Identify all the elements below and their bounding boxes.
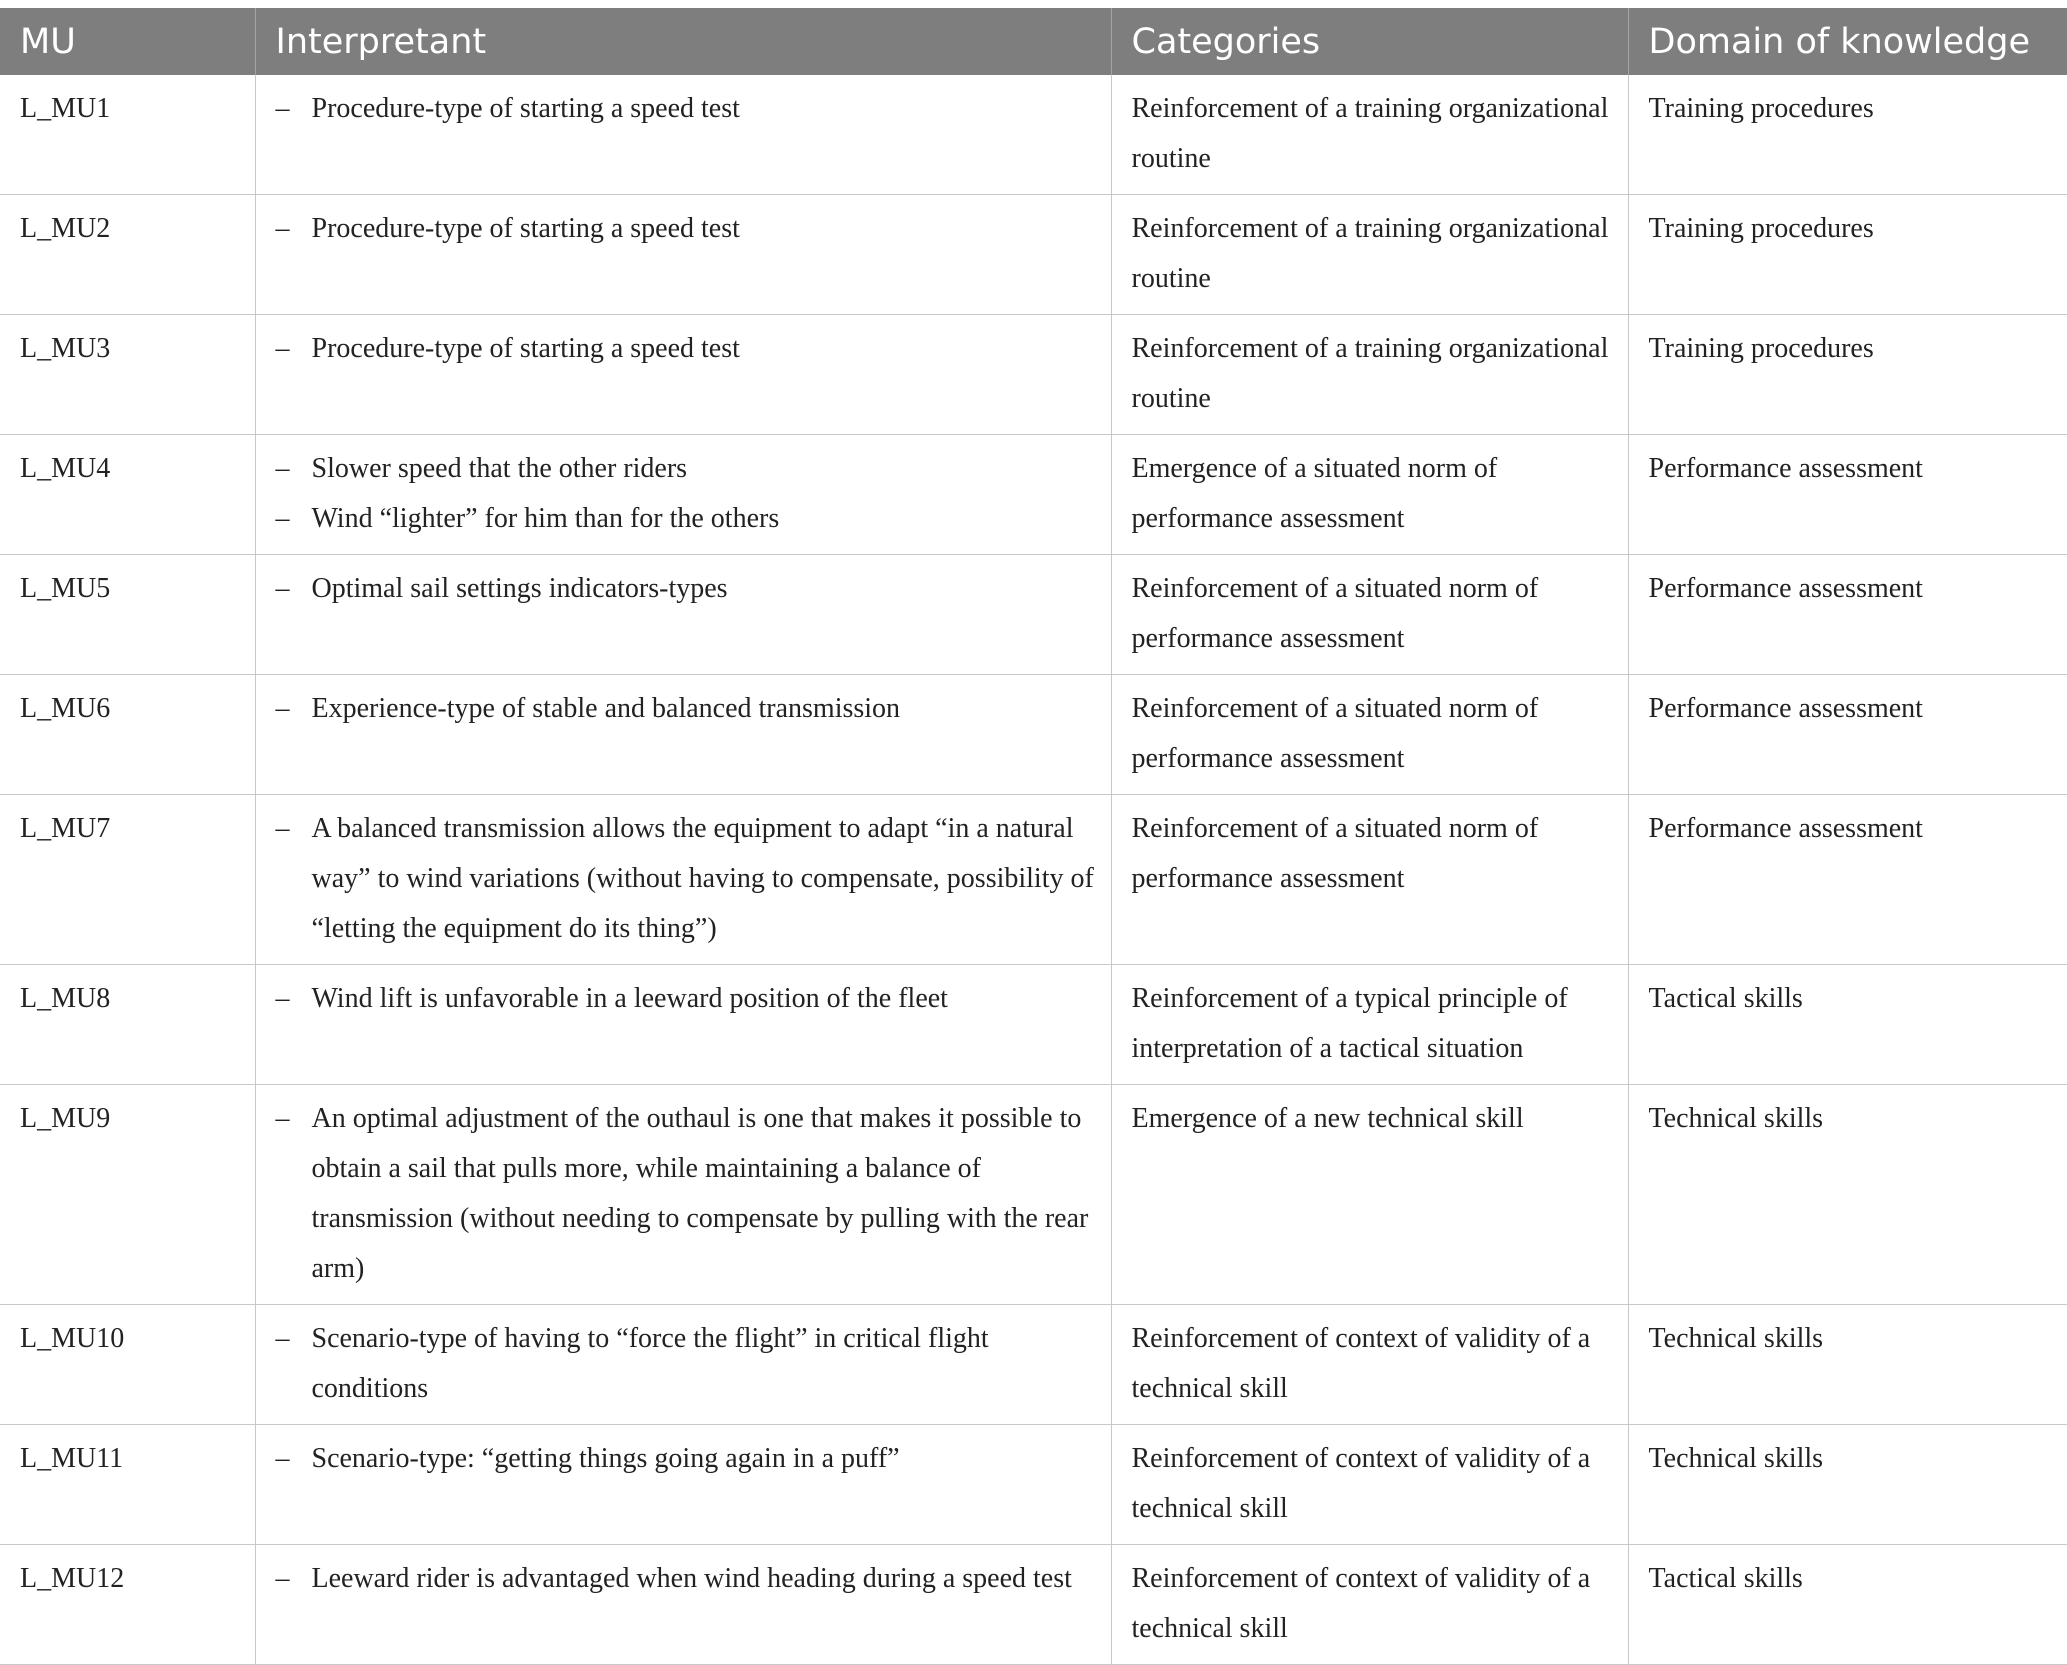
interpretant-list	[276, 324, 1097, 374]
table-row	[0, 675, 2067, 795]
interpretant-list	[276, 444, 1097, 544]
cell-interpretant	[255, 1545, 1111, 1665]
cell-mu: L_MU8	[0, 965, 255, 1085]
interpretant-text: Slower speed that the other riders	[311, 453, 688, 484]
interpretant-item	[276, 1434, 1097, 1484]
cell-interpretant	[255, 675, 1111, 795]
table-row	[0, 435, 2067, 555]
dash-bullet-icon: –	[275, 573, 290, 604]
cell-domain: Performance assessment	[1628, 435, 2067, 555]
interpretant-list	[276, 804, 1097, 954]
cell-domain: Training procedures	[1628, 75, 2067, 195]
table-header	[0, 8, 2067, 75]
dash-bullet-icon: –	[275, 693, 290, 724]
cell-interpretant	[255, 195, 1111, 315]
table-row	[0, 1305, 2067, 1425]
cell-interpretant	[255, 1305, 1111, 1425]
cell-interpretant	[255, 555, 1111, 675]
interpretant-item	[276, 974, 1097, 1024]
interpretant-list	[276, 1094, 1097, 1294]
cell-interpretant	[255, 75, 1111, 195]
interpretant-list	[276, 84, 1097, 134]
interpretant-list	[276, 1314, 1097, 1414]
mu-table	[0, 8, 2067, 1665]
interpretant-list	[276, 1554, 1097, 1604]
cell-mu: L_MU5	[0, 555, 255, 675]
cell-category: Reinforcement of a training organizational routine	[1111, 195, 1628, 315]
cell-category: Reinforcement of a situated norm of performance assessment	[1111, 675, 1628, 795]
cell-mu: L_MU12	[0, 1545, 255, 1665]
interpretant-text: Procedure-type of starting a speed test	[311, 93, 740, 124]
cell-category: Reinforcement of context of validity of a technical skill	[1111, 1425, 1628, 1545]
cell-domain: Performance assessment	[1628, 555, 2067, 675]
interpretant-text: Experience-type of stable and balanced transmission	[311, 693, 901, 724]
cell-domain: Performance assessment	[1628, 795, 2067, 965]
cell-interpretant	[255, 435, 1111, 555]
interpretant-item	[276, 1094, 1097, 1294]
cell-mu: L_MU10	[0, 1305, 255, 1425]
dash-bullet-icon: –	[275, 1103, 290, 1134]
interpretant-text: Leeward rider is advantaged when wind heading during a speed test	[311, 1563, 1072, 1594]
cell-category: Reinforcement of a typical principle of interpretation of a tactical situation	[1111, 965, 1628, 1085]
interpretant-text: Scenario-type: “getting things going again in a puff”	[311, 1443, 900, 1474]
cell-mu: L_MU3	[0, 315, 255, 435]
cell-domain: Tactical skills	[1628, 965, 2067, 1085]
cell-category: Reinforcement of context of validity of a technical skill	[1111, 1305, 1628, 1425]
interpretant-text: Procedure-type of starting a speed test	[311, 213, 740, 244]
cell-domain: Technical skills	[1628, 1305, 2067, 1425]
cell-category: Reinforcement of a training organizational routine	[1111, 75, 1628, 195]
dash-bullet-icon: –	[275, 813, 290, 844]
cell-category: Reinforcement of context of validity of a technical skill	[1111, 1545, 1628, 1665]
interpretant-item	[276, 324, 1097, 374]
mu-table-container	[0, 8, 2067, 1665]
header-categories: Categories	[1111, 8, 1628, 75]
cell-category: Reinforcement of a training organizational routine	[1111, 315, 1628, 435]
table-row	[0, 1085, 2067, 1305]
interpretant-item	[276, 684, 1097, 734]
cell-domain: Technical skills	[1628, 1085, 2067, 1305]
cell-mu: L_MU9	[0, 1085, 255, 1305]
table-body	[0, 75, 2067, 1665]
cell-mu: L_MU11	[0, 1425, 255, 1545]
interpretant-list	[276, 204, 1097, 254]
dash-bullet-icon: –	[275, 93, 290, 124]
dash-bullet-icon: –	[275, 1443, 290, 1474]
cell-category: Reinforcement of a situated norm of performance assessment	[1111, 795, 1628, 965]
interpretant-text: Wind lift is unfavorable in a leeward position of the fleet	[311, 983, 948, 1014]
cell-mu: L_MU4	[0, 435, 255, 555]
table-row	[0, 795, 2067, 965]
cell-category: Emergence of a situated norm of performance assessment	[1111, 435, 1628, 555]
cell-domain: Performance assessment	[1628, 675, 2067, 795]
interpretant-item	[276, 494, 1097, 544]
cell-interpretant	[255, 1085, 1111, 1305]
cell-interpretant	[255, 795, 1111, 965]
dash-bullet-icon: –	[275, 333, 290, 364]
interpretant-list	[276, 684, 1097, 734]
interpretant-item	[276, 804, 1097, 954]
interpretant-item	[276, 1554, 1097, 1604]
cell-domain: Training procedures	[1628, 315, 2067, 435]
interpretant-text: A balanced transmission allows the equipment to adapt “in a natural way” to wind variations (without having to compensate, possibility of “letting the equipment do its thing”)	[311, 813, 1094, 944]
interpretant-text: Scenario-type of having to “force the flight” in critical flight conditions	[311, 1323, 989, 1404]
interpretant-list	[276, 1434, 1097, 1484]
cell-domain: Training procedures	[1628, 195, 2067, 315]
header-mu: MU	[0, 8, 255, 75]
table-row	[0, 195, 2067, 315]
interpretant-item	[276, 1314, 1097, 1414]
cell-mu: L_MU1	[0, 75, 255, 195]
header-interpretant: Interpretant	[255, 8, 1111, 75]
dash-bullet-icon: –	[275, 983, 290, 1014]
dash-bullet-icon: –	[275, 1323, 290, 1354]
dash-bullet-icon: –	[275, 503, 290, 534]
table-row	[0, 555, 2067, 675]
dash-bullet-icon: –	[275, 453, 290, 484]
header-domain: Domain of knowledge	[1628, 8, 2067, 75]
interpretant-text: Procedure-type of starting a speed test	[311, 333, 740, 364]
cell-category: Emergence of a new technical skill	[1111, 1085, 1628, 1305]
interpretant-item	[276, 564, 1097, 614]
interpretant-list	[276, 564, 1097, 614]
cell-interpretant	[255, 965, 1111, 1085]
cell-domain: Tactical skills	[1628, 1545, 2067, 1665]
cell-mu: L_MU7	[0, 795, 255, 965]
table-row	[0, 1545, 2067, 1665]
cell-domain: Technical skills	[1628, 1425, 2067, 1545]
table-row	[0, 965, 2067, 1085]
interpretant-text: An optimal adjustment of the outhaul is one that makes it possible to obtain a sail that pulls more, while maintaining a balance of transmission (without needing to compensate by pulling with the rear arm)	[311, 1103, 1089, 1284]
cell-mu: L_MU6	[0, 675, 255, 795]
cell-interpretant	[255, 315, 1111, 435]
cell-category: Reinforcement of a situated norm of performance assessment	[1111, 555, 1628, 675]
table-row	[0, 75, 2067, 195]
interpretant-item	[276, 204, 1097, 254]
cell-interpretant	[255, 1425, 1111, 1545]
header-row	[0, 8, 2067, 75]
dash-bullet-icon: –	[275, 213, 290, 244]
interpretant-text: Optimal sail settings indicators-types	[311, 573, 728, 604]
interpretant-list	[276, 974, 1097, 1024]
cell-mu: L_MU2	[0, 195, 255, 315]
interpretant-item	[276, 84, 1097, 134]
table-row	[0, 315, 2067, 435]
table-row	[0, 1425, 2067, 1545]
dash-bullet-icon: –	[275, 1563, 290, 1594]
interpretant-item	[276, 444, 1097, 494]
interpretant-text: Wind “lighter” for him than for the others	[311, 503, 780, 534]
